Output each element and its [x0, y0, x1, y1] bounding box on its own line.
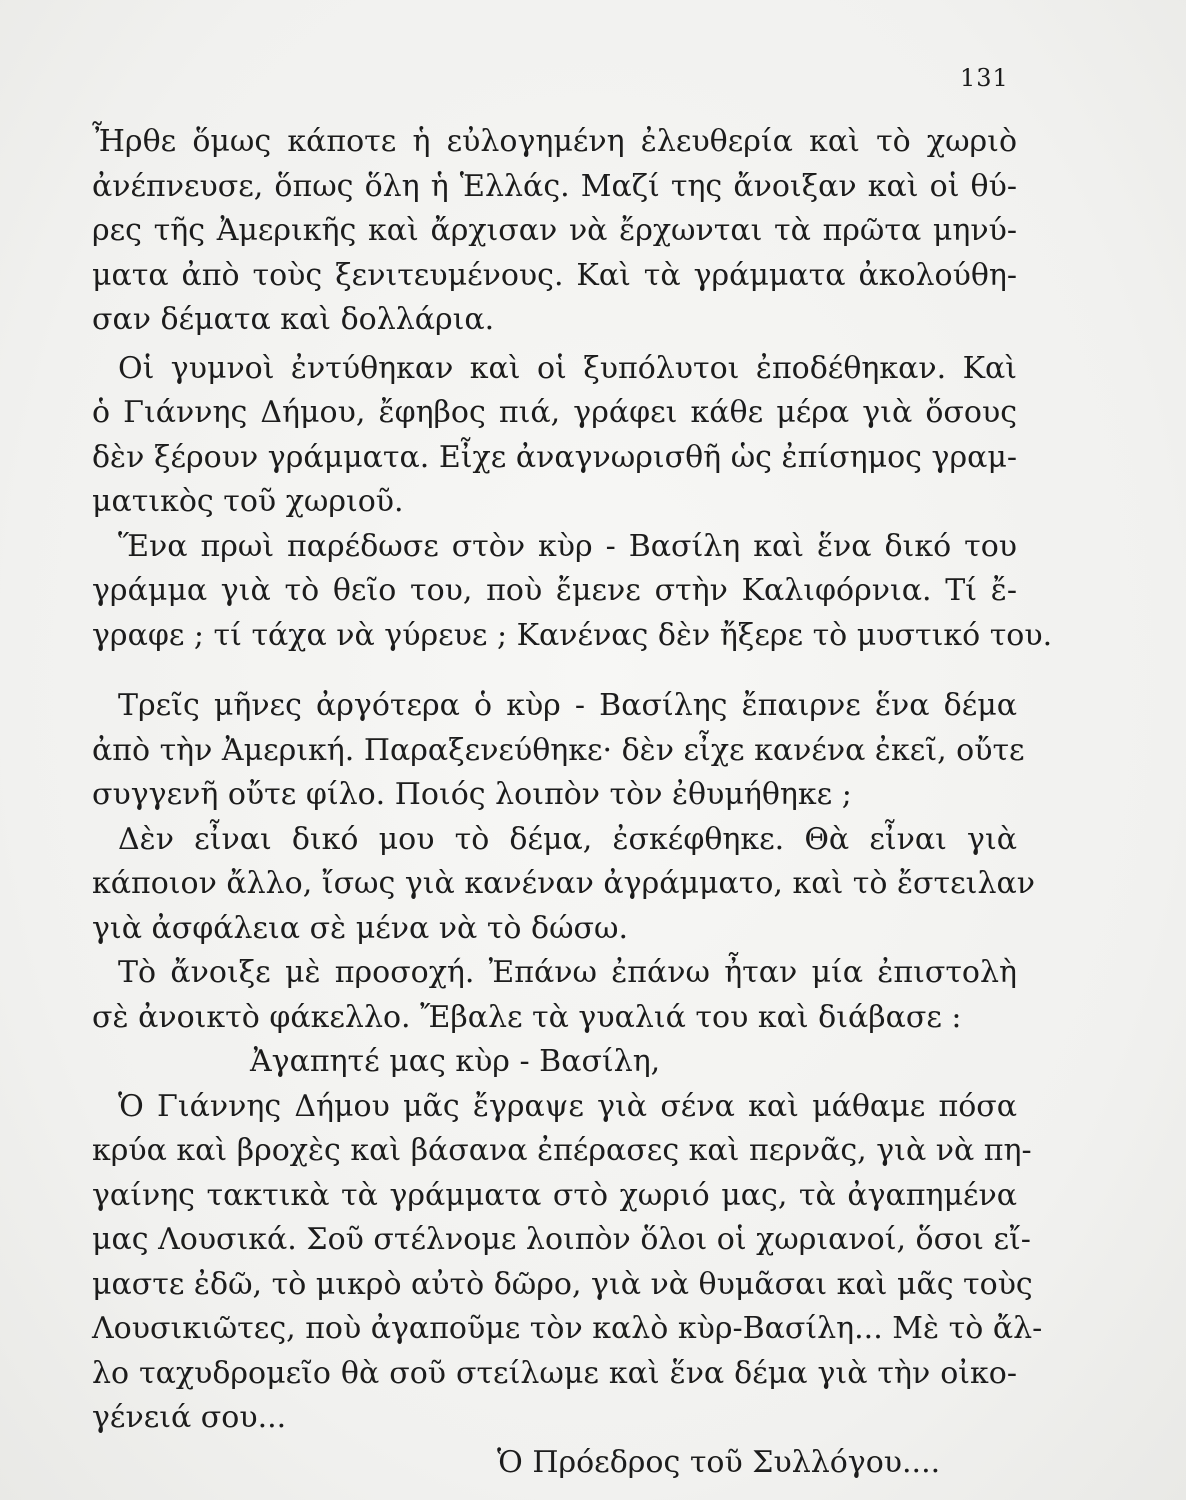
text-line: ἀνέπνευσε, ὅπως ὅλη ἡ Ἑλλάς. Μαζί της ἄνοιξαν καὶ οἱ θύ- [92, 168, 1017, 204]
text-line: ὁ Γιάννης Δήμου, ἔφηβος πιά, γράφει κάθε μέρα γιὰ ὅσους [92, 395, 1017, 430]
text-line: γραφε ; τί τάχα νὰ γύρευε ; Κανένας δὲν ἤξερε τὸ μυστικό του. [92, 617, 1053, 653]
text-line: μας Λουσικά. Σοῦ στέλνομε λοιπὸν ὅλοι οἱ χωριανοί, ὅσοι εἴ- [92, 1222, 1031, 1257]
text-line: δὲν ξέρουν γράμματα. Εἶχε ἀναγνωρισθῆ ὡς ἐπίσημος γραμ- [92, 439, 1017, 475]
text-line: γένειά σου... [92, 1400, 287, 1435]
text-line: Ἦρθε ὅμως κάποτε ἡ εὐλογημένη ἐλευθερία καὶ τὸ χωριὸ [92, 124, 1017, 159]
letter-salutation: Ἀγαπητέ μας κὺρ - Βασίλη, [250, 1044, 661, 1079]
text-line: σὲ ἀνοικτὸ φάκελλο. Ἔβαλε τὰ γυαλιά του καὶ διάβασε : [92, 999, 962, 1035]
text-line: γαίνης τακτικὰ τὰ γράμματα στὸ χωριό μας, τὰ ἀγαπημένα [92, 1177, 1017, 1213]
page-number: 131 [960, 64, 1009, 92]
text-line: ματα ἀπὸ τοὺς ξενιτευμένους. Καὶ τὰ γράμματα ἀκολούθη- [92, 257, 1017, 293]
text-line: Ἕνα πρωὶ παρέδωσε στὸν κὺρ - Βασίλη καὶ ἕνα δικό του [118, 528, 1017, 564]
text-line: ρες τῆς Ἀμερικῆς καὶ ἄρχισαν νὰ ἔρχωνται τὰ πρῶτα μηνύ- [92, 213, 1017, 248]
text-line: Τρεῖς μῆνες ἀργότερα ὁ κὺρ - Βασίλης ἔπαιρνε ἕνα δέμα [118, 688, 1017, 723]
text-line: γιὰ ἀσφάλεια σὲ μένα νὰ τὸ δώσω. [92, 910, 629, 946]
text-line: ἀπὸ τὴν Ἀμερική. Παραξενεύθηκε· δὲν εἶχε κανένα ἐκεῖ, οὔτε [92, 732, 1025, 768]
text-line: σαν δέματα καὶ δολλάρια. [92, 302, 495, 337]
text-line: Δὲν εἶναι δικό μου τὸ δέμα, ἐσκέφθηκε. Θὰ εἶναι γιὰ [118, 821, 1017, 857]
text-line: Ὁ Γιάννης Δήμου μᾶς ἔγραψε γιὰ σένα καὶ μάθαμε πόσα [118, 1088, 1017, 1124]
text-line: κάποιον ἄλλο, ἴσως γιὰ κανέναν ἀγράμματο, καὶ τὸ ἔστειλαν [92, 866, 1035, 901]
text-line: Οἱ γυμνοὶ ἐντύθηκαν καὶ οἱ ξυπόλυτοι ἐποδέθηκαν. Καὶ [118, 350, 1017, 386]
text-line: Τὸ ἄνοιξε μὲ προσοχή. Ἐπάνω ἐπάνω ἦταν μία ἐπιστολὴ [118, 955, 1017, 990]
text-line: μαστε ἐδῶ, τὸ μικρὸ αὐτὸ δῶρο, γιὰ νὰ θυμᾶσαι καὶ μᾶς τοὺς [92, 1266, 1033, 1302]
text-line: Λουσικιῶτες, ποὺ ἀγαποῦμε τὸν καλὸ κὺρ-Βασίλη... Μὲ τὸ ἄλ- [92, 1311, 1043, 1346]
text-line: συγγενῆ οὔτε φίλο. Ποιός λοιπὸν τὸν ἐθυμήθηκε ; [92, 777, 852, 812]
text-line: γράμμα γιὰ τὸ θεῖο του, ποὺ ἔμενε στὴν Καλιφόρνια. Τί ἔ- [92, 573, 1017, 608]
page-text [92, 120, 1053, 1485]
text-line: λο ταχυδρομεῖο θὰ σοῦ στείλωμε καὶ ἕνα δέμα γιὰ τὴν οἰκο- [92, 1355, 1017, 1391]
letter-signature: Ὁ Πρόεδρος τοῦ Συλλόγου.... [497, 1444, 941, 1480]
text-line: κρύα καὶ βροχὲς καὶ βάσανα ἐπέρασες καὶ περνᾶς, γιὰ νὰ πη- [92, 1133, 1032, 1168]
text-line: ματικὸς τοῦ χωριοῦ. [92, 484, 404, 519]
